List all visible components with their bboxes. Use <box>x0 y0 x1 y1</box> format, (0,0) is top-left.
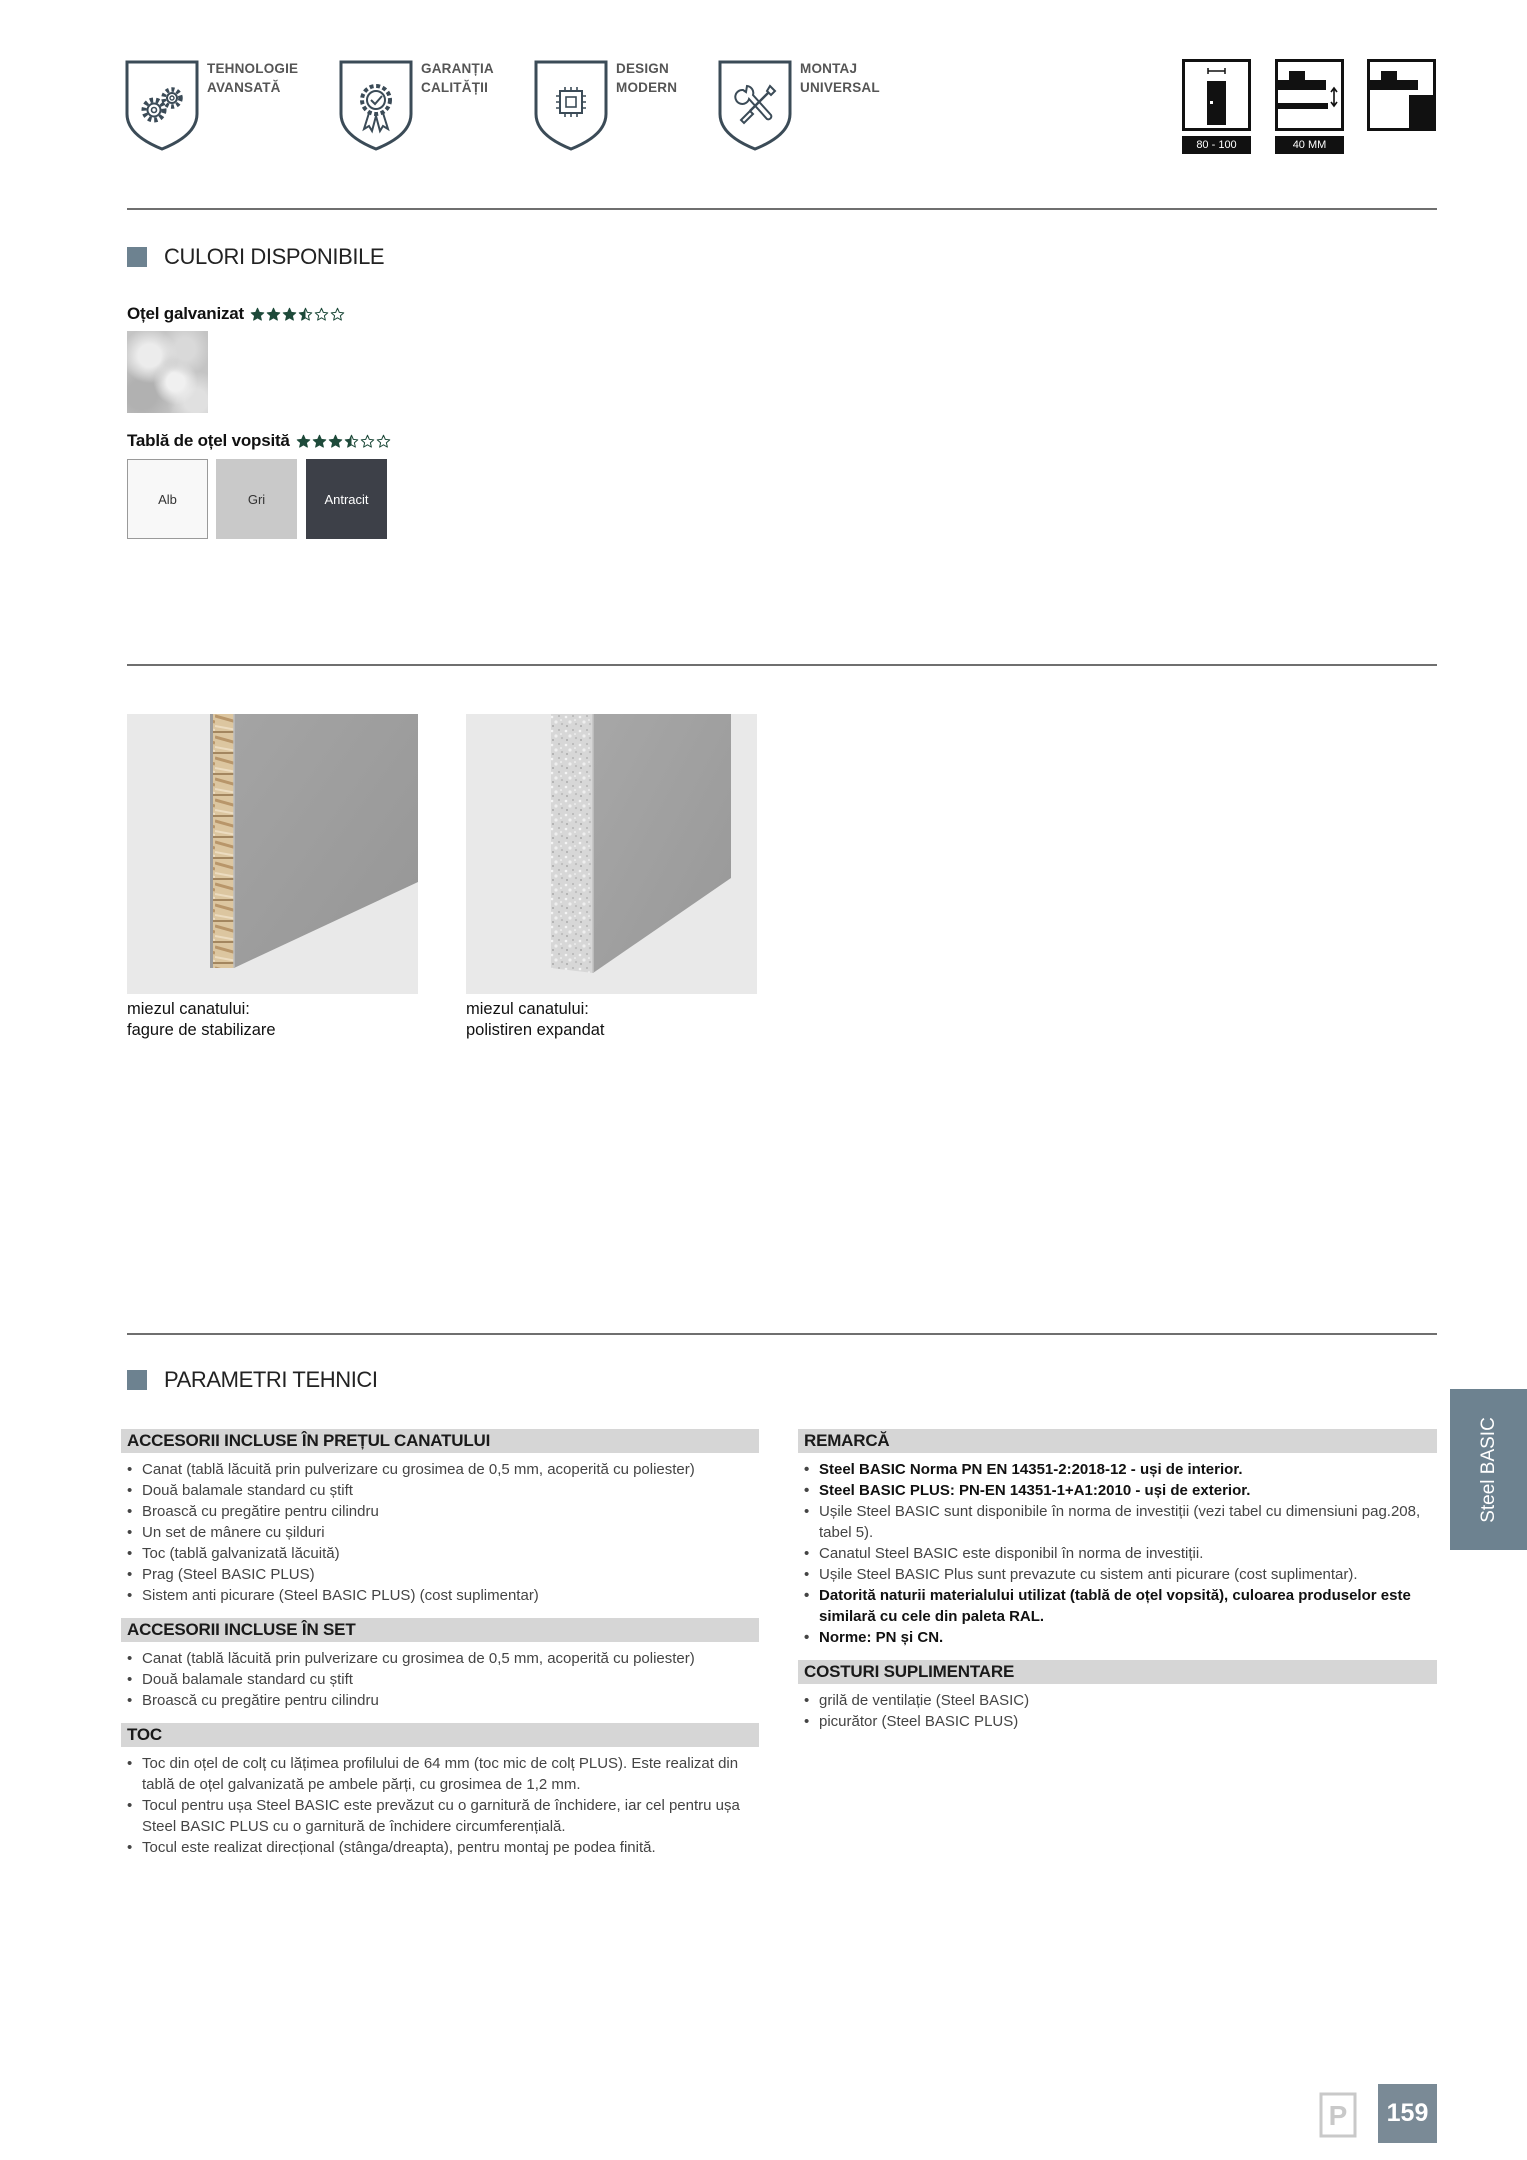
divider <box>127 664 1437 666</box>
core-caption-line2: polistiren expandat <box>466 1021 605 1039</box>
tools-icon <box>717 59 793 152</box>
list-item: • Două balamale standard cu știft <box>121 1669 759 1690</box>
threshold-icon <box>1367 59 1436 131</box>
swatch-label: Antracit <box>324 491 369 507</box>
list-item: • Toc din oțel de colț cu lățimea profilului de 64 mm (toc mic de colț PLUS). Este realizat din tablă de oțel galvanizată pe ambele părți, cu grosimea de 1,2 mm. <box>121 1753 759 1795</box>
color-group-painted <box>127 431 391 451</box>
feature-label <box>207 59 298 97</box>
list-item: • Broască cu pregătire pentru cilindru <box>121 1501 759 1522</box>
list-item: • Tocul pentru ușa Steel BASIC este prevăzut cu o garnitură de închidere, iar cel pentru ușa Steel BASIC PLUS cu o garnitură de închidere circumferențială. <box>121 1795 759 1837</box>
feature-label-line1: GARANȚIA <box>421 61 494 76</box>
color-swatch-white <box>127 459 208 539</box>
gears-icon <box>124 59 200 152</box>
star-empty-icon <box>360 434 375 449</box>
star-half-icon <box>298 307 313 322</box>
star-filled-icon <box>328 434 343 449</box>
list-item: • grilă de ventilație (Steel BASIC) <box>798 1690 1437 1711</box>
section-title-parameters: PARAMETRI TEHNICI <box>164 1367 378 1392</box>
param-block-heading: REMARCĂ <box>798 1429 1437 1453</box>
param-block-frame <box>121 1723 759 1858</box>
param-list <box>121 1753 759 1858</box>
color-group-name: Oțel galvanizat <box>127 304 244 323</box>
feature-label-line1: MONTAJ <box>800 61 858 76</box>
feature-label-line1: TEHNOLOGIE <box>207 61 299 76</box>
list-item: • Toc (tablă galvanizată lăcuită) <box>121 1543 759 1564</box>
section-marker <box>127 247 147 267</box>
list-item: • Norme: PN și CN. <box>798 1627 1437 1648</box>
list-item: • Un set de mânere cu șilduri <box>121 1522 759 1543</box>
feature-label <box>616 59 677 97</box>
core-caption-line2: fagure de stabilizare <box>127 1021 276 1039</box>
color-swatch-grey <box>216 459 297 539</box>
list-item: • Tocul este realizat direcțional (stânga/dreapta), pentru montaj pe podea finită. <box>121 1837 759 1858</box>
color-group-galvanized <box>127 304 345 324</box>
core-caption <box>127 999 276 1041</box>
rosette-icon <box>338 59 414 152</box>
door-core-honeycomb-image <box>127 714 418 994</box>
feature-label-line2: MODERN <box>616 80 678 95</box>
list-item: • Datorită naturii materialului utilizat (tablă de oțel vopsită), culoarea produselor este similară cu cele din paleta RAL. <box>798 1585 1437 1627</box>
list-item: • Steel BASIC Norma PN EN 14351-2:2018-12 - uși de interior. <box>798 1459 1437 1480</box>
spec-leaf-thickness <box>1275 59 1344 154</box>
star-filled-icon <box>266 307 281 322</box>
param-block-heading: COSTURI SUPLIMENTARE <box>798 1660 1437 1684</box>
rating-stars <box>296 434 391 449</box>
param-block-heading: ACCESORII INCLUSE ÎN PREȚUL CANATULUI <box>121 1429 759 1453</box>
color-swatch-anthracite <box>306 459 387 539</box>
parameters-left-column <box>121 1429 759 1858</box>
swatch-label: Gri <box>247 491 266 507</box>
star-half-icon <box>344 434 359 449</box>
star-empty-icon <box>376 434 391 449</box>
star-filled-icon <box>282 307 297 322</box>
list-item: • Canat (tablă lăcuită prin pulverizare cu grosimea de 0,5 mm, acoperită cu poliester) <box>121 1648 759 1669</box>
param-list <box>121 1648 759 1711</box>
star-empty-icon <box>330 307 345 322</box>
section-marker <box>127 1370 147 1390</box>
divider <box>127 1333 1437 1335</box>
param-block-heading: TOC <box>121 1723 759 1747</box>
core-caption-line1: miezul canatului: <box>127 1000 250 1018</box>
list-item: • Steel BASIC PLUS: PN-EN 14351-1+A1:2010 - uși de exterior. <box>798 1480 1437 1501</box>
brand-logo <box>1319 2092 1357 2138</box>
feature-label <box>421 59 494 97</box>
rating-stars <box>250 307 345 322</box>
spec-label: 80 - 100 <box>1182 136 1251 154</box>
param-block-extra-costs <box>798 1660 1437 1732</box>
spec-threshold <box>1367 59 1436 131</box>
door-width-icon <box>1182 59 1251 131</box>
feature-label <box>800 59 880 97</box>
param-block-set-accessories <box>121 1618 759 1711</box>
color-group-name: Tablă de oțel vopsită <box>127 431 290 450</box>
section-side-tab <box>1450 1389 1527 1550</box>
param-list <box>798 1690 1437 1732</box>
feature-quality-guarantee <box>338 59 528 154</box>
spec-label: 40 MM <box>1275 136 1344 154</box>
list-item: • Ușile Steel BASIC sunt disponibile în norma de investiții (vezi tabel cu dimensiuni pag.208, tabel 5). <box>798 1501 1437 1543</box>
spec-door-width <box>1182 59 1251 154</box>
list-item: • Canatul Steel BASIC este disponibil în norma de investiții. <box>798 1543 1437 1564</box>
core-caption <box>466 999 605 1041</box>
list-item: • Ușile Steel BASIC Plus sunt prevazute cu sistem anti picurare (cost suplimentar). <box>798 1564 1437 1585</box>
feature-modern-design <box>533 59 723 154</box>
brand-logo-letter: P <box>1328 2100 1348 2131</box>
param-block-leaf-accessories <box>121 1429 759 1606</box>
galvanized-steel-swatch <box>127 331 208 413</box>
feature-label-line2: CALITĂȚII <box>421 80 489 95</box>
param-list <box>798 1459 1437 1648</box>
param-block-remarks <box>798 1429 1437 1648</box>
list-item: • Canat (tablă lăcuită prin pulverizare cu grosimea de 0,5 mm, acoperită cu poliester) <box>121 1459 759 1480</box>
star-filled-icon <box>296 434 311 449</box>
feature-advanced-technology <box>124 59 314 154</box>
feature-label-line1: DESIGN <box>616 61 669 76</box>
star-empty-icon <box>314 307 329 322</box>
param-block-heading: ACCESORII INCLUSE ÎN SET <box>121 1618 759 1642</box>
swatch-label: Alb <box>158 491 177 507</box>
door-core-polystyrene-image <box>466 714 757 994</box>
list-item: • Prag (Steel BASIC PLUS) <box>121 1564 759 1585</box>
core-caption-line1: miezul canatului: <box>466 1000 589 1018</box>
list-item: • Broască cu pregătire pentru cilindru <box>121 1690 759 1711</box>
leaf-thickness-icon <box>1275 59 1344 131</box>
page-number: 159 <box>1378 2084 1437 2143</box>
param-list <box>121 1459 759 1606</box>
star-filled-icon <box>312 434 327 449</box>
divider <box>127 208 1437 210</box>
list-item: • Sistem anti picurare (Steel BASIC PLUS) (cost suplimentar) <box>121 1585 759 1606</box>
feature-label-line2: UNIVERSAL <box>800 80 880 95</box>
star-filled-icon <box>250 307 265 322</box>
feature-universal-mounting <box>717 59 907 154</box>
list-item: • Două balamale standard cu știft <box>121 1480 759 1501</box>
section-title-colors: CULORI DISPONIBILE <box>164 244 385 269</box>
side-tab-label: Steel BASIC <box>1477 1416 1499 1523</box>
parameters-right-column <box>798 1429 1437 1732</box>
list-item: • picurător (Steel BASIC PLUS) <box>798 1711 1437 1732</box>
feature-label-line2: AVANSATĂ <box>207 80 281 95</box>
chip-icon <box>533 59 609 152</box>
